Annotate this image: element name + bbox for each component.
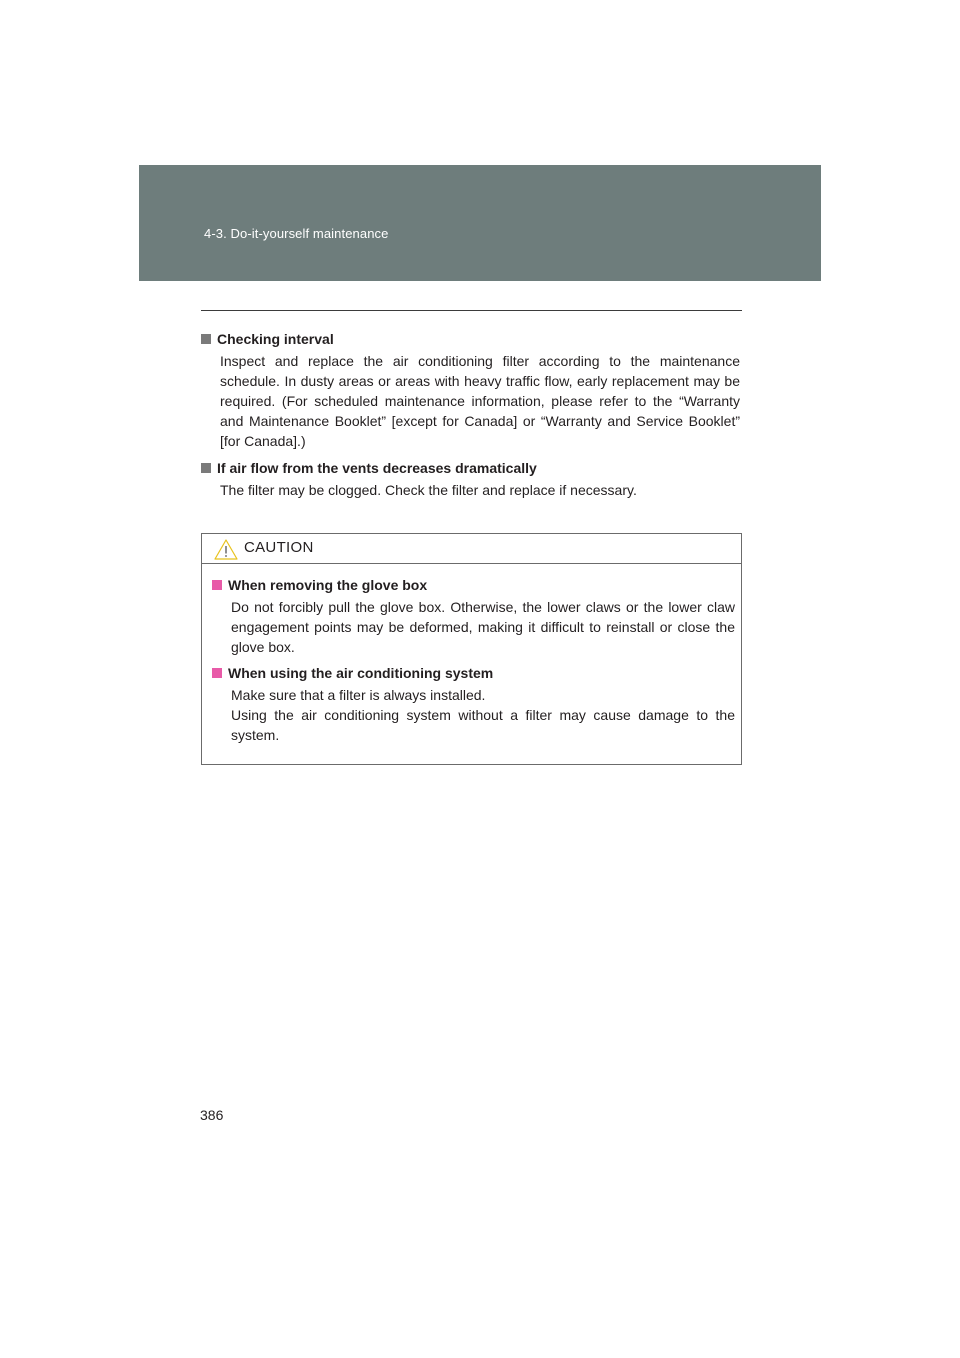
caution-heading-text: When removing the glove box [228,577,428,593]
caution-heading [212,575,735,595]
caution-text: Make sure that a filter is always installed. [231,687,486,703]
section-air-flow [201,458,742,500]
caution-text: Do not forcibly pull the glove box. Otherwise, the lower claws or the lower claw engagement points may be deformed, making it difficult to reinstall or close the glove box. [231,599,735,655]
warning-triangle-icon [214,539,238,560]
section-body: Inspect and replace the air conditioning filter according to the maintenance schedule. In dusty areas or areas with heavy traffic flow, early replacement may be required. (For scheduled maintenance information, please refer to the “Warranty and Maintenance Booklet” [except for Canada] or “Warranty and Service Booklet” [for Canada].) [220,353,740,449]
section-heading-text: Checking interval [217,331,334,347]
caution-item-glove-box [212,575,735,657]
square-bullet-icon [212,668,222,678]
section-heading [201,329,742,349]
section-heading-text: If air flow from the vents decreases dramatically [217,460,537,476]
square-bullet-icon [212,580,222,590]
caution-box [201,533,742,765]
square-bullet-icon [201,334,211,344]
caution-header [202,534,741,564]
section-body: The filter may be clogged. Check the filter and replace if necessary. [220,482,637,498]
section-checking-interval [201,329,742,451]
caution-heading-text: When using the air conditioning system [228,665,494,681]
section-title: 4-3. Do-it-yourself maintenance [204,226,389,241]
caution-heading [212,663,735,683]
header-band [139,165,821,281]
main-content [201,329,742,507]
caution-text: Using the air conditioning system without a filter may cause damage to the system. [231,707,735,743]
square-bullet-icon [201,463,211,473]
page-number: 386 [200,1107,224,1123]
caution-title: CAUTION [244,539,314,556]
section-heading [201,458,742,478]
divider [201,310,742,311]
caution-body [202,564,741,745]
caution-item-air-conditioning [212,663,735,745]
